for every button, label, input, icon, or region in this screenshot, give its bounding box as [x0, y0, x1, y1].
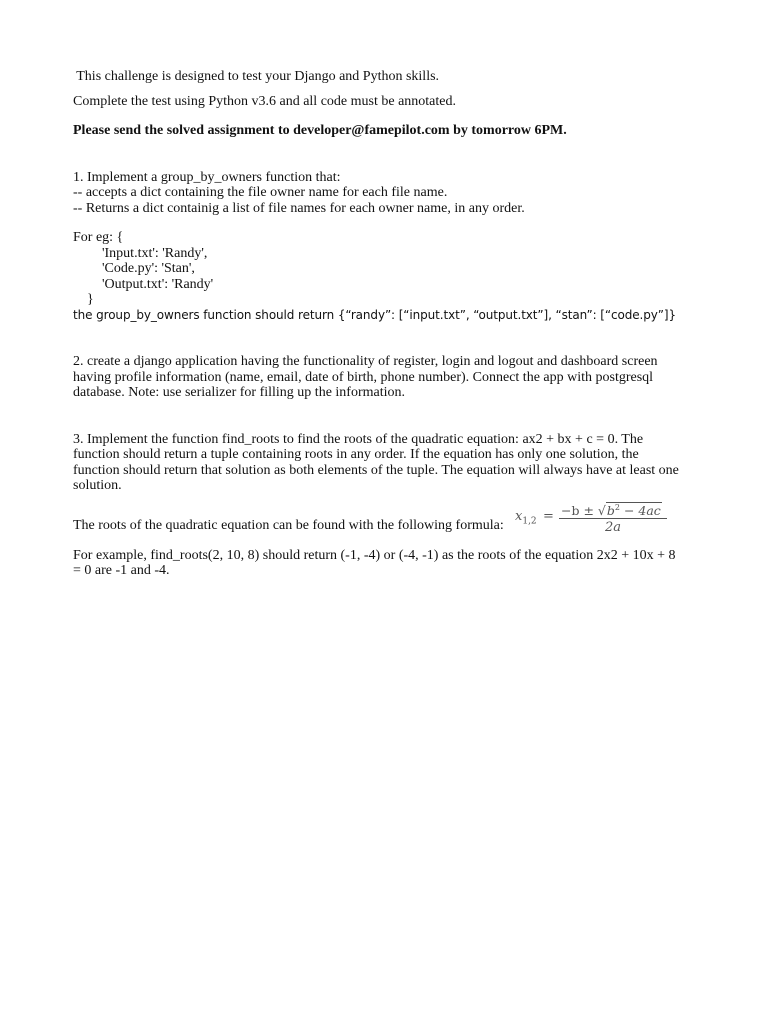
task1-bullet-2: -- Returns a dict containig a list of file names for each owner name, in any order. — [73, 200, 525, 216]
task3-example-1: For example, find_roots(2, 10, 8) should return (-1, -4) or (-4, -1) as the roots of the equation 2x2 + 10x + 8 — [73, 547, 676, 563]
task2-line-3: database. Note: use serializer for filling up the information. — [73, 385, 406, 400]
formula-lhs-sub: 1,2 — [522, 516, 537, 527]
formula-plus-minus: ± — [579, 502, 598, 518]
intro-line-1: This challenge is designed to test your Django and Python skills. — [73, 69, 440, 84]
formula-denominator: 2a — [605, 519, 622, 535]
formula-lhs — [515, 509, 537, 530]
task1-bullet-1: -- accepts a dict containing the file owner name for each file name. — [73, 185, 448, 200]
submission-instructions: Please send the solved assignment to developer@famepilot.com by tomorrow 6PM. — [73, 123, 567, 138]
task3-line-3: function should return that solution as both elements of the tuple. The equation will always have at least one — [73, 462, 679, 478]
formula-radicand-exp: 2 — [614, 502, 620, 512]
formula-equals: = — [543, 508, 554, 524]
formula-radicand — [606, 502, 662, 518]
task1-title: 1. Implement a group_by_owners function that: — [73, 169, 341, 185]
task3-line-2: function should return a tuple containing roots in any order. If the equation has only one solution, the — [73, 447, 639, 462]
task1-example-close: } — [87, 292, 94, 307]
formula-intro: The roots of the quadratic equation can be found with the following formula: — [73, 517, 504, 533]
task1-example-open: For eg: { — [73, 230, 124, 245]
quadratic-formula-image — [513, 500, 673, 538]
formula-fraction-bar — [559, 518, 667, 519]
intro-line-2: Complete the test using Python v3.6 and all code must be annotated. — [73, 93, 456, 109]
task2-line-1: 2. create a django application having the functionality of register, login and logout and dashboard screen — [73, 354, 658, 369]
formula-row — [73, 502, 693, 539]
task1-example-entry-2: 'Code.py': 'Stan', — [102, 261, 195, 276]
task2-line-2: having profile information (name, email, date of birth, phone number). Connect the app with postgresql — [73, 369, 654, 385]
formula-radicand-rest: − 4ac — [619, 502, 661, 518]
formula-sqrt: √ — [597, 502, 606, 518]
formula-lhs-var: x — [515, 508, 523, 524]
document-page — [73, 69, 693, 579]
task1-example-entry-3: 'Output.txt': 'Randy' — [102, 276, 214, 292]
task1-example-entry-1: 'Input.txt': 'Randy', — [102, 245, 208, 261]
formula-radicand-b: b — [606, 502, 615, 518]
task3-line-1: 3. Implement the function find_roots to find the roots of the quadratic equation: ax2 + bx + c = 0. The — [73, 431, 644, 447]
task3-example-2: = 0 are -1 and -4. — [73, 563, 170, 578]
task1-expected-result: the group_by_owners function should return {“randy”: [“input.txt”, “output.txt”], “stan”: [“code.py”]} — [73, 307, 676, 322]
formula-minus-b: −b — [561, 502, 580, 518]
formula-numerator — [561, 500, 662, 519]
task3-line-4: solution. — [73, 478, 122, 493]
